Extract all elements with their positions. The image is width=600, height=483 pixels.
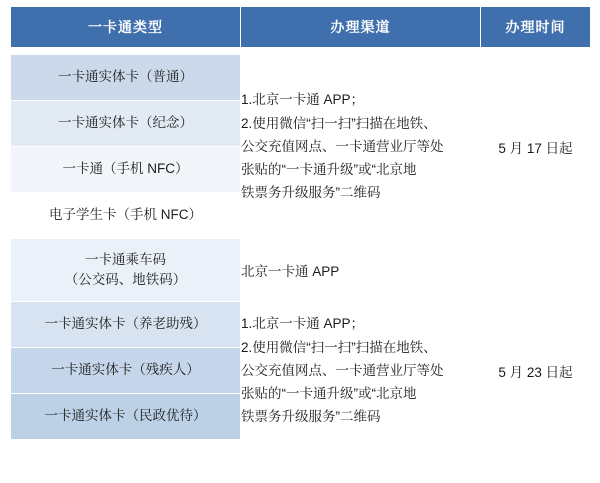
channel-line: 张贴的“一卡通升级”或“北京地 bbox=[241, 162, 417, 178]
card-type-line: （公交码、地铁码） bbox=[64, 272, 187, 287]
card-type-label: 一卡通（手机 NFC） bbox=[11, 147, 241, 193]
channel-cell-group1 bbox=[241, 55, 481, 239]
spacer-cell bbox=[481, 48, 591, 55]
channel-line: 铁票务升级服务”二维码 bbox=[241, 185, 381, 201]
table-row bbox=[11, 55, 591, 101]
channel-line: 公交充值网点、一卡通营业厅等处 bbox=[241, 138, 444, 154]
channel-line: 公交充值网点、一卡通营业厅等处 bbox=[241, 362, 444, 378]
header-cell-channel: 办理渠道 bbox=[241, 7, 481, 48]
card-type-label-multiline bbox=[11, 239, 241, 302]
time-cell-group2 bbox=[481, 239, 591, 302]
spacer-cell bbox=[241, 48, 481, 55]
card-type-label: 一卡通实体卡（养老助残） bbox=[11, 302, 241, 348]
channel-line: 张贴的“一卡通升级”或“北京地 bbox=[241, 386, 417, 402]
spacer-cell bbox=[11, 48, 241, 55]
info-table-page bbox=[0, 6, 600, 483]
channel-cell-group2: 北京一卡通 APP bbox=[241, 239, 481, 302]
card-type-label: 一卡通实体卡（普通） bbox=[11, 55, 241, 101]
card-type-label: 一卡通实体卡（民政优待） bbox=[11, 394, 241, 440]
header-gap-row bbox=[11, 48, 591, 55]
time-cell-group1: 5 月 17 日起 bbox=[481, 55, 591, 239]
card-type-line: 一卡通乘车码 bbox=[85, 251, 166, 267]
channel-cell-group3 bbox=[241, 302, 481, 440]
card-type-label: 电子学生卡（手机 NFC） bbox=[11, 193, 241, 239]
channel-line: 铁票务升级服务”二维码 bbox=[241, 409, 381, 425]
channel-line: 1.北京一卡通 APP； bbox=[241, 316, 365, 332]
card-type-label: 一卡通实体卡（残疾人） bbox=[11, 348, 241, 394]
channel-line: 2.使用微信“扫一扫”扫描在地铁、 bbox=[241, 339, 437, 355]
channel-line: 2.使用微信“扫一扫”扫描在地铁、 bbox=[241, 115, 437, 131]
header-cell-time: 办理时间 bbox=[481, 7, 591, 48]
header-cell-type: 一卡通类型 bbox=[11, 7, 241, 48]
time-cell-group3: 5 月 23 日起 bbox=[481, 302, 591, 440]
card-type-label: 一卡通实体卡（纪念） bbox=[11, 101, 241, 147]
channel-line: 1.北京一卡通 APP； bbox=[241, 92, 365, 108]
table-row bbox=[11, 239, 591, 302]
table-row bbox=[11, 302, 591, 348]
table-header-row bbox=[11, 7, 591, 48]
card-upgrade-table bbox=[10, 6, 591, 440]
